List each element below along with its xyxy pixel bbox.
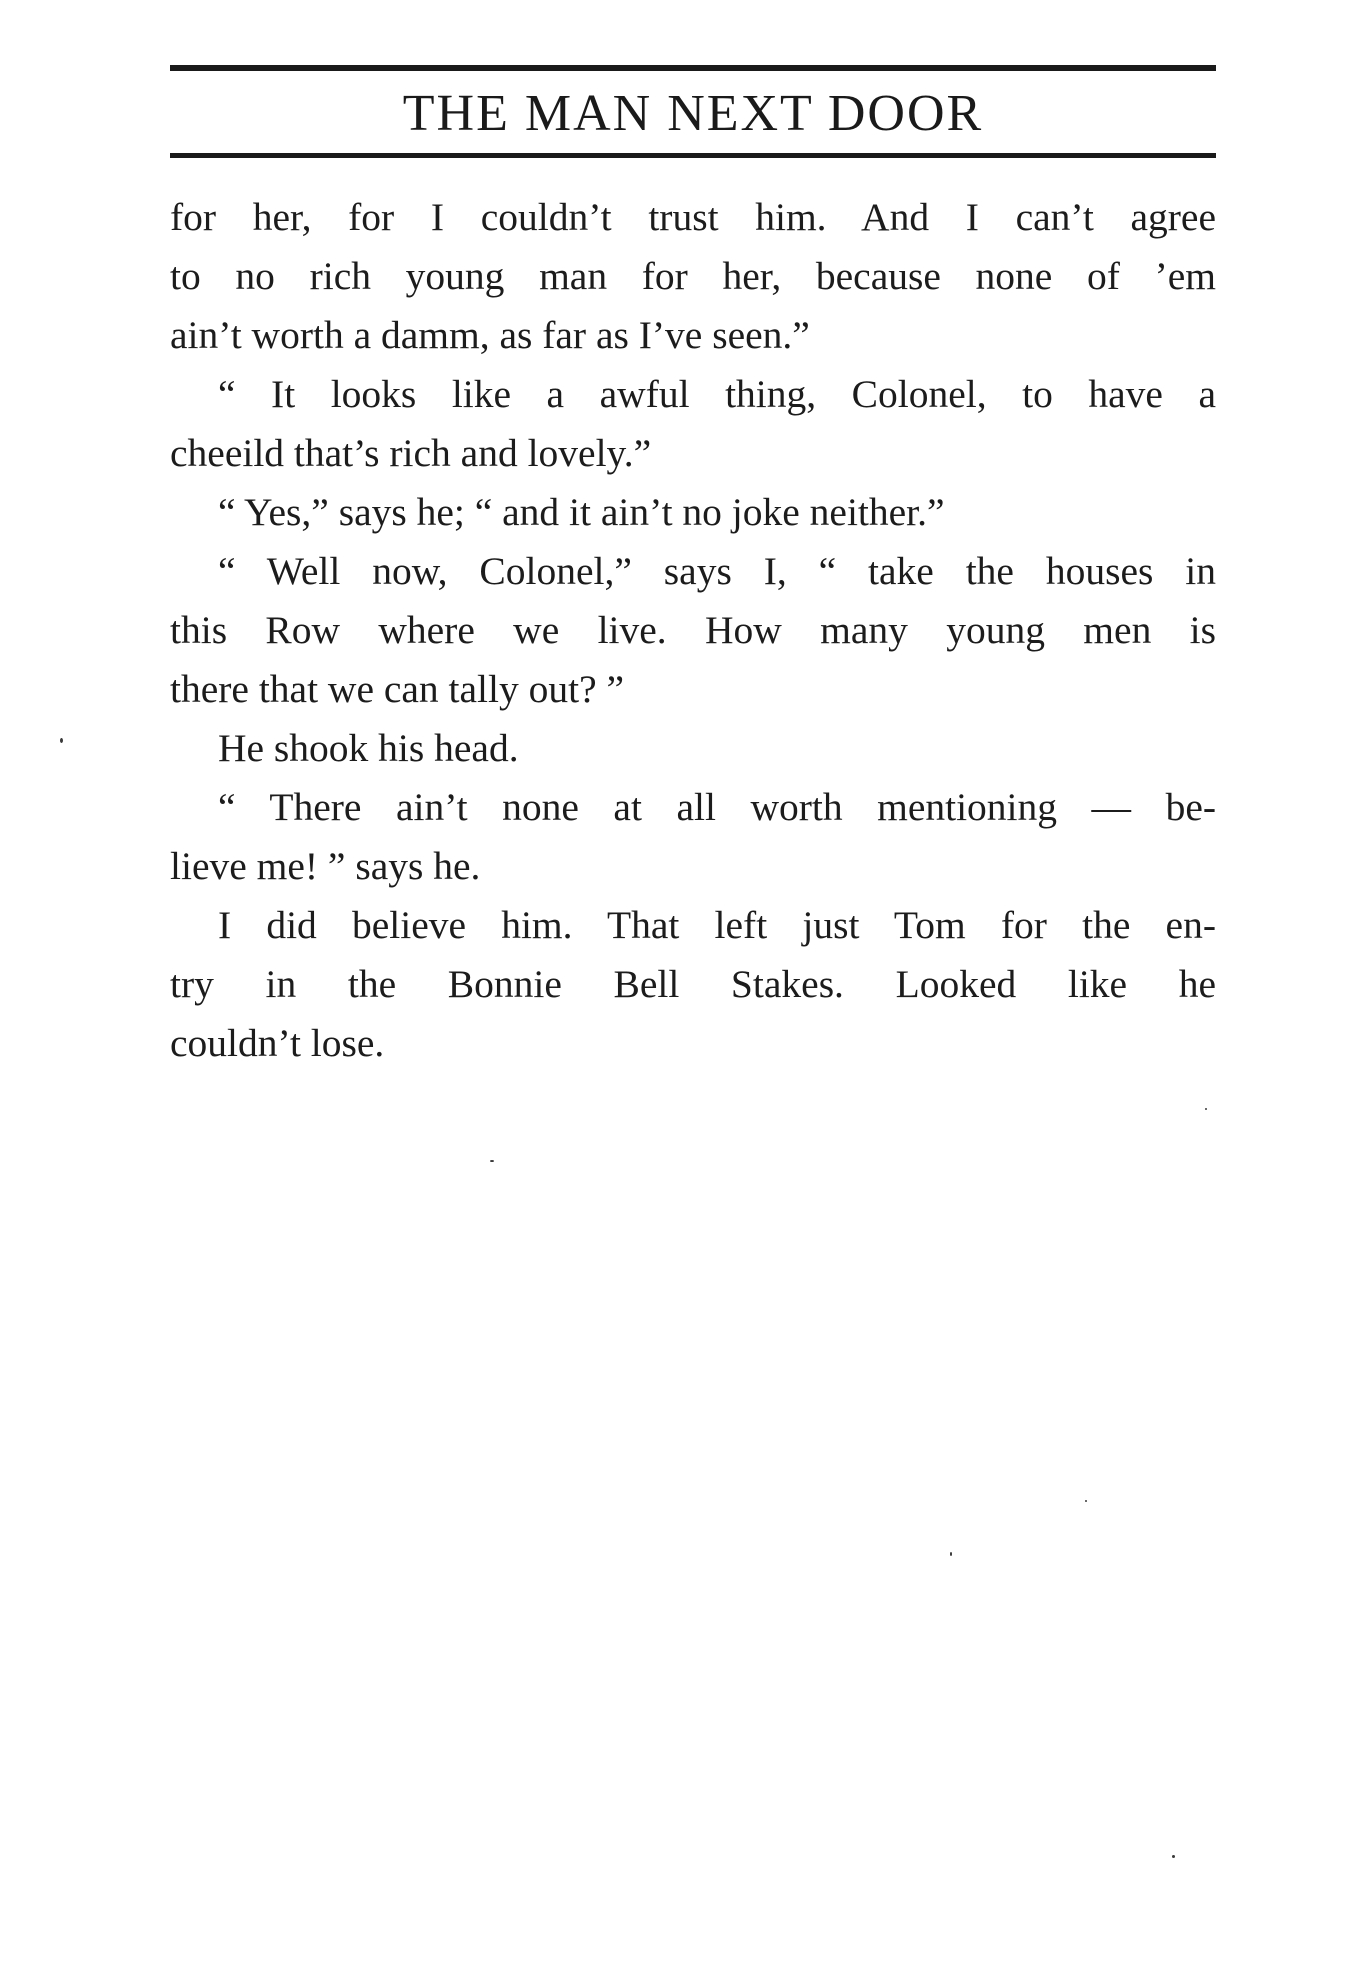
- text-line: “ Yes,” says he; “ and it ain’t no joke neither.”: [218, 490, 945, 534]
- scan-speck: [490, 1160, 494, 1162]
- text-line: for her, for I couldn’t trust him. And I can’t agree: [170, 195, 1216, 239]
- header-rule-bottom: [170, 153, 1216, 158]
- scan-speck: [60, 738, 63, 743]
- text-line: this Row where we live. How many young men is: [170, 608, 1216, 652]
- scan-speck: [1172, 1855, 1175, 1858]
- text-line: “ It looks like a awful thing, Colonel, to have a: [218, 372, 1216, 416]
- text-line: I did believe him. That left just Tom for the en-: [218, 903, 1216, 947]
- running-title: THE MAN NEXT DOOR: [402, 85, 984, 142]
- text-line: cheeild that’s rich and lovely.”: [170, 431, 652, 475]
- text-line: lieve me! ” says he.: [170, 844, 481, 888]
- scan-speck: [1085, 1500, 1087, 1502]
- body-text: [170, 188, 1216, 1073]
- text-line: “ Well now, Colonel,” says I, “ take the houses in: [218, 549, 1216, 593]
- text-line: He shook his head.: [218, 726, 519, 770]
- text-line: ain’t worth a damm, as far as I’ve seen.”: [170, 313, 810, 357]
- scan-speck: [1205, 1108, 1207, 1110]
- header-rule-top: [170, 65, 1216, 71]
- text-line: couldn’t lose.: [170, 1021, 385, 1065]
- scan-speck: [950, 1552, 952, 1556]
- text-line: to no rich young man for her, because none of ’em: [170, 254, 1216, 298]
- text-line: try in the Bonnie Bell Stakes. Looked like he: [170, 962, 1216, 1006]
- text-line: there that we can tally out? ”: [170, 667, 625, 711]
- text-line: “ There ain’t none at all worth mentioning — be-: [218, 785, 1216, 829]
